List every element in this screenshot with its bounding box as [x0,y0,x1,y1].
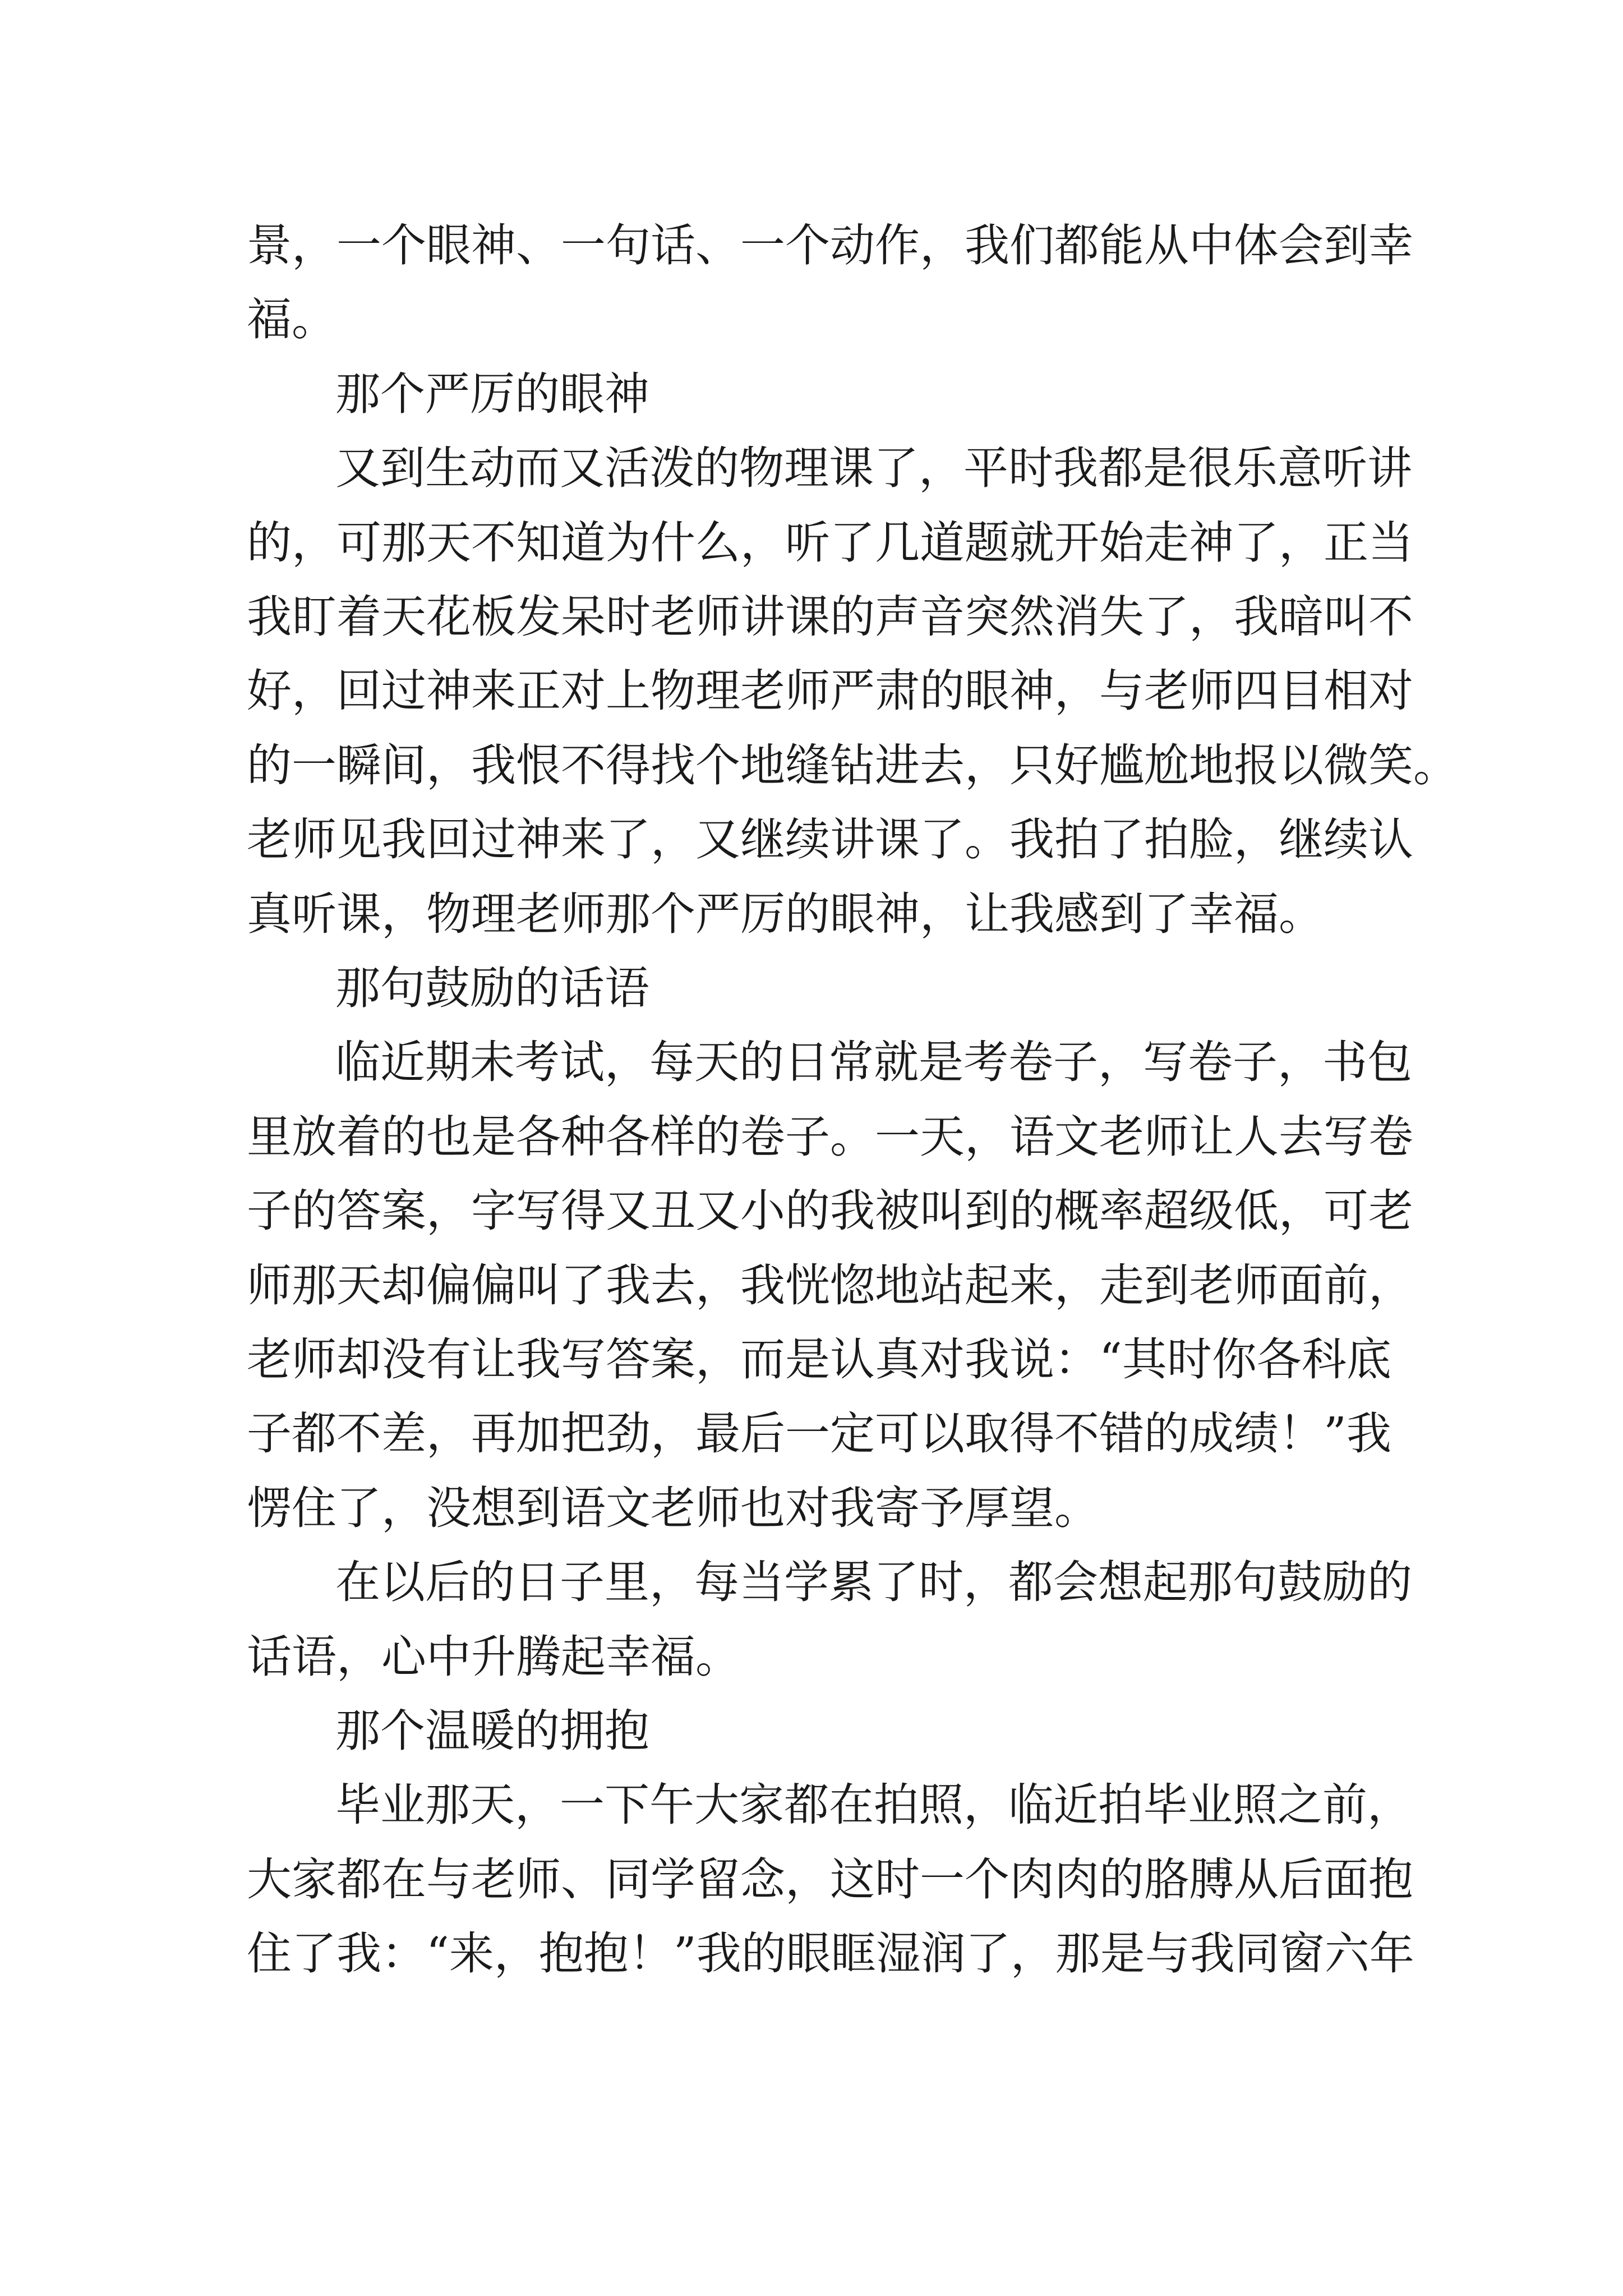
paragraph-first-line: 临近期未考试，每天的日常就是考卷子，写卷子，书包 [335,1036,1412,1088]
body-line: 里放着的也是各种各样的卷子。一天，语文老师让人去写卷 [247,1111,1413,1163]
body-line: 愣住了，没想到语文老师也对我寄予厚望。 [247,1482,1099,1534]
body-line: 真听课，物理老师那个严厉的眼神，让我感到了幸福。 [247,888,1324,940]
body-line: 老师见我回过神来了，又继续讲课了。我拍了拍脸，继续认 [247,813,1413,866]
section-heading: 那句鼓励的话语 [335,962,649,1014]
body-line: 子都不差，再加把劲，最后一定可以取得不错的成绩！”我 [247,1407,1391,1460]
section-heading: 那个严厉的眼神 [335,368,649,420]
body-line: 福。 [247,293,336,346]
body-line: 大家都在与老师、同学留念，这时一个肉肉的胳膊从后面抱 [247,1853,1413,1906]
body-line: 话语，心中升腾起幸福。 [247,1631,740,1683]
body-line: 师那天却偏偏叫了我去，我恍惚地站起来，走到老师面前， [247,1259,1413,1312]
body-line: 我盯着天花板发呆时老师讲课的声音突然消失了，我暗叫不 [247,591,1413,643]
body-line: 子的答案，字写得又丑又小的我被叫到的概率超级低，可老 [247,1185,1413,1237]
body-line: 的一瞬间，我恨不得找个地缝钻进去，只好尴尬地报以微笑。 [247,739,1458,792]
body-line: 的，可那天不知道为什么，听了几道题就开始走神了，正当 [247,517,1413,569]
body-line: 住了我：“来，抱抱！”我的眼眶湿润了，那是与我同窗六年 [247,1927,1414,1980]
body-line: 老师却没有让我写答案，而是认真对我说：“其时你各科底 [247,1333,1391,1386]
section-heading: 那个温暖的拥抱 [335,1705,649,1757]
body-line: 景，一个眼神、一句话、一个动作，我们都能从中体会到幸 [247,219,1413,272]
paragraph-first-line: 又到生动而又活泼的物理课了，平时我都是很乐意听讲 [335,442,1412,494]
body-line: 好，回过神来正对上物理老师严肃的眼神，与老师四目相对 [247,665,1413,717]
paragraph-first-line: 毕业那天，一下午大家都在拍照，临近拍毕业照之前， [335,1779,1412,1831]
paragraph-first-line: 在以后的日子里，每当学累了时，都会想起那句鼓励的 [335,1556,1412,1608]
